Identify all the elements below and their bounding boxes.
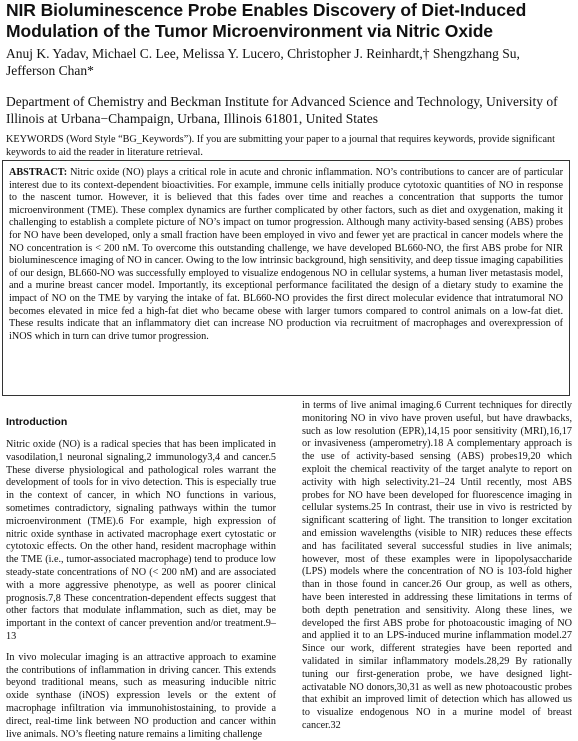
affiliation: Department of Chemistry and Beckman Institute for Advanced Science and Technology, University of Illinois at Urbana−Champaign, Urbana, Illinois 61801, United States: [6, 94, 558, 126]
body-paragraph: Nitric oxide (NO) is a radical species that has been implicated in vasodilation,1 neuronal signaling,2 immunology3,4 and cancer.5 These diverse physiological and pathological roles warrant the development of tools for in vivo detection. This is especially true in the context of cancer, in which NO functions in various, sometimes contradictory, signaling pathways within the tumor microenvironment (TME).6 For example, high expression of nitric oxide synthase in activated macrophage exert cytostatic or cytotoxic effects. On the other hand, resident macrophage within the TME (i.e., tumor-associated macrophage) tend to produce low steady-state concentrations of NO (< 200 nM) and are associated with a more aggressive phenotype, as well as poorer clinical prognosis.7,8 These concentration-dependent effects suggest that other factors that modulate inflammation, such as diet, may be important in the context of cancer prevention and/or treatment.9–13: [6, 439, 276, 642]
keywords-note: KEYWORDS (Word Style “BG_Keywords”). If you are submitting your paper to a journal that requires keywords, provide significant keywords to aid the reader in literature retrieval.: [6, 134, 555, 158]
right-column: [302, 400, 572, 731]
abstract-text: Nitric oxide (NO) plays a critical role in acute and chronic inflammation. NO’s contributions to cancer are of particular interest due to its context-dependent bioactivities. For example, immune cells initially produce cytotoxic quantities of NO in response to the nascent tumor. However, it is believed that this fades over time and reaches a concentration that supports the tumor microenvironment (TME). These complex dynamics are further complicated by other factors, such as diet and oxygenation, making it challenging to establish a complete picture of NO’s impact on tumor progression. Although many activity-based sensing (ABS) probes for NO have been developed, only a small fraction have been employed in vivo and fewer yet are practical in cancer models where the NO concentration is < 200 nM. To overcome this outstanding challenge, we have developed BL660-NO, the first ABS probe for NIR bioluminescence imaging of NO in cancer. Owing to the low intrinsic background, high sensitivity, and deep tissue imaging capabilities of our design, BL660-NO was successfully employed to visualize endogenous NO in cellular systems, a human liver metastasis model, and a murine breast cancer model. Importantly, its exceptional performance facilitated the design of a dietary study to examine the impact of NO on the TME by varying the intake of fat. BL660-NO provides the first direct molecular evidence that intratumoral NO becomes elevated in mice fed a high-fat diet who became obese with larger tumors compared to control animals on a low-fat diet. These results indicate that an inflammatory diet can increase NO production via recruitment of macrophages and overexpression of iNOS which in turn can drive tumor progression.: [9, 167, 563, 342]
author-list: Anuj K. Yadav, Michael C. Lee, Melissa Y. Lucero, Christopher J. Reinhardt,† Shengzhang Su, Jefferson Chan*: [6, 46, 520, 78]
body-paragraph: In vivo molecular imaging is an attractive approach to examine the contributions of inflammation in driving cancer. This extends beyond traditional means, such as measuring inducible nitric oxide synthase (iNOS) expression levels or the extent of macrophage infiltration via immunohistostaining, to provide a direct, real-time link between NO production and cancer within live animals. NO’s fleeting nature remains a limiting challenge: [6, 651, 276, 740]
abstract-label: ABSTRACT:: [9, 167, 68, 178]
abstract-box: [2, 160, 570, 396]
left-column: [6, 400, 276, 740]
introduction-heading: Introduction: [6, 416, 68, 428]
paper-title: NIR Bioluminescence Probe Enables Discovery of Diet-Induced Modulation of the Tumor Microenvironment via Nitric Oxide: [6, 0, 527, 41]
body-paragraph: in terms of live animal imaging.6 Current techniques for directly monitoring NO in vivo have proven useful, but have drawbacks, such as low resolution (EPR),14,15 poor sensitivity (MRI),16,17 or invasiveness (amperometry).18 A complementary approach is the use of activity-based sensing (ABS) probes19,20 which exploit the chemical reactivity of the target analyte to report on activity with high selectivity.21–24 Until recently, most ABS probes for NO have been developed for fluorescence imaging in cellular systems.25 In contrast, their use in vivo is restricted by significant scattering of light. The transition to longer excitation and emission wavelengths (visible to NIR) reduces these effects and has facilitated several successful studies in live animals; however, most of these examples were in lipopolysaccharide (LPS) models where the concentration of NO is 103-fold higher than in those found in cancer.26 Our group, as well as others, have been interested in addressing these limitations in terms of both depth penetration and sensitivity. Along these lines, we developed the first ABS probe for photoacoustic imaging of NO and applied it to an LPS-induced murine inflammation model.27 Since our work, different strategies have been reported and validated in similar inflammatory models.28,29 By rationally tuning our first-generation probe, we have designed light-activatable NO donors,30,31 as well as new photoacoustic probes that exhibit an improved limit of detection which has allowed us to visualize endogenous NO in a murine model of breast cancer.32: [302, 400, 572, 731]
